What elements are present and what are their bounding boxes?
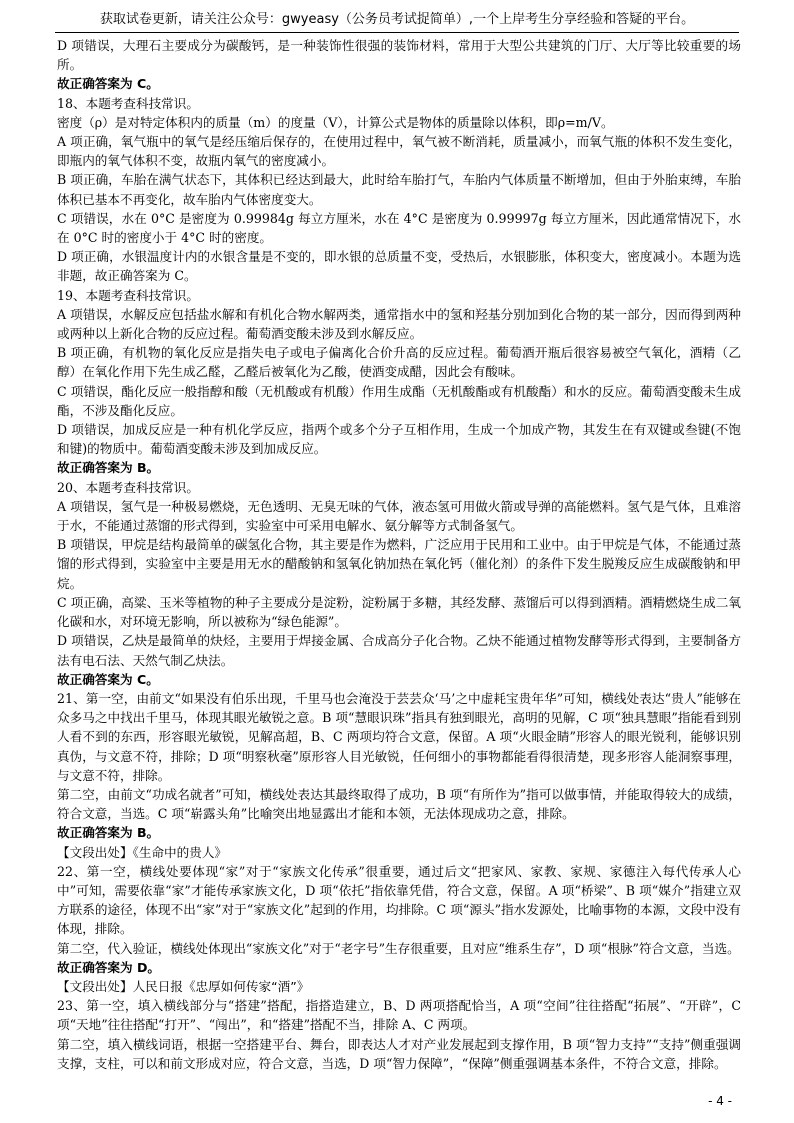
answer-line: 故正确答案为 D。 bbox=[57, 959, 160, 975]
answer-line: 故正确答案为 C。 bbox=[57, 671, 159, 687]
paragraph: 21、第一空，由前文“如果没有伯乐出现，千里马也会淹没于芸芸众‘马’之中虚耗宝贵年华”可知，横线处表达“贵人”能够在众多马之中找出千里马，体现其眼光敏锐之意。B 项“慧眼识珠”指具有独到眼光，高明的见解，C 项“独具慧眼”指能看到别人看不到的东西，形容眼光敏锐，见解高超，B、C 两项均符合文意，保留。A 项“火眼金睛”形容人的眼光锐利，能够识别真伪，与文意不符，排除；D 项“明察秋毫”原形容人目光敏锐，任何细小的事物都能看得很清楚，现多形容人能洞察事理，与文意不符，排除。 bbox=[57, 690, 741, 783]
answer-line: 故正确答案为 B。 bbox=[57, 460, 160, 476]
paragraph: B 项正确，有机物的氧化反应是指失电子或电子偏离化合价升高的反应过程。葡萄酒开瓶后很容易被空气氧化，酒精（乙醇）在氧化作用下先生成乙醛，乙醛后被氧化为乙酸，使酒变成醋，因此会有酸味。 bbox=[57, 345, 741, 380]
paragraph: B 项错误，甲烷是结构最简单的碳氢化合物，其主要是作为燃料，广泛应用于民用和工业中。由于甲烷是气体，不能通过蒸馏的形式得到，实验室中主要是用无水的醋酸钠和氢氧化钠加热在氧化钙（催化剂）的条件下发生脱羧反应生成碳酸钠和甲烷。 bbox=[57, 537, 741, 591]
paragraph: 19、本题考查科技常识。 bbox=[57, 287, 199, 303]
paragraph: 第二空，由前文“功成名就者”可知，横线处表达其最终取得了成功，B 项“有所作为”指可以做事情，并能取得较大的成绩，符合文意，当选。C 项“崭露头角”比喻突出地显露出才能和本领，无法体现成功之意，排除。 bbox=[57, 786, 741, 822]
paragraph: 第二空，填入横线词语，根据一空搭建平台、舞台，即表达人才对产业发展起到支撑作用，B 项“智力支持”“支持”侧重强调支撑，支柱，可以和前文形成对应，符合文意，当选，D 项“智力保障”，“保障”侧重强调基本条件，不符合文意，排除。 bbox=[57, 1036, 741, 1071]
paragraph: D 项错误，大理石主要成分为碳酸钙，是一种装饰性很强的装饰材料，常用于大型公共建筑的门厅、大厅等比较重要的场所。 bbox=[57, 38, 741, 73]
paragraph: 23、第一空，填入横线部分与“搭建”搭配，指搭造建立，B、D 两项搭配恰当，A 项“空间”往往搭配“拓展”、“开辟”，C 项“天地”往往搭配“打开”、“闯出”，和“搭建”搭配不当，排除 A、C 两项。 bbox=[57, 998, 741, 1033]
source-line: 【文段出处】《生命中的贵人》 bbox=[57, 844, 228, 860]
paragraph: D 项正确，水银温度计内的水银含量是不变的，即水银的总质量不变，受热后，水银膨胀，体积变大，密度减小。本题为选非题，故正确答案为 C。 bbox=[57, 249, 741, 284]
paragraph: D 项错误，加成反应是一种有机化学反应，指两个或多个分子互相作用，生成一个加成产物，其发生在有双键或叁键(不饱和键)的物质中。葡萄酒变酸未涉及到加成反应。 bbox=[57, 422, 741, 457]
paragraph: C 项错误，酯化反应一般指醇和酸（无机酸或有机酸）作用生成酯（无机酸酯或有机酸酯）和水的反应。葡萄酒变酸未生成酯，不涉及酯化反应。 bbox=[57, 383, 741, 418]
document-body bbox=[57, 36, 741, 1073]
paragraph: 密度（ρ）是对特定体积内的质量（m）的度量（V），计算公式是物体的质量除以体积，即ρ=m/V。 bbox=[57, 114, 614, 130]
answer-line: 故正确答案为 B。 bbox=[57, 825, 160, 841]
paragraph: C 项错误，水在 0°C 是密度为 0.99984g 每立方厘米，水在 4°C 是密度为 0.99997g 每立方厘米，因此通常情况下，水在 0°C 时的密度小于 4°C 时的密度。 bbox=[57, 210, 741, 246]
header-rule bbox=[55, 32, 739, 33]
source-line: 【文段出处】人民日报《忠厚如何传家“酒”》 bbox=[57, 978, 310, 994]
paragraph: 20、本题考查科技常识。 bbox=[57, 479, 199, 495]
paragraph: D 项错误，乙炔是最简单的炔烃，主要用于焊接金属、合成高分子化合物。乙炔不能通过植物发酵等形式得到，主要制备方法有电石法、天然气制乙炔法。 bbox=[57, 633, 741, 668]
paragraph: 18、本题考查科技常识。 bbox=[57, 95, 199, 111]
paragraph: A 项错误，氢气是一种极易燃烧，无色透明、无臭无味的气体，液态氢可用做火箭或导弹的高能燃料。氢气是气体，且难溶于水，不能通过蒸馏的形式得到，实验室中可采用电解水、氨分解等方式制备氢气。 bbox=[57, 498, 741, 534]
answer-line: 故正确答案为 C。 bbox=[57, 76, 159, 92]
paragraph: C 项正确，高粱、玉米等植物的种子主要成分是淀粉，淀粉属于多糖，其经发酵、蒸馏后可以得到酒精。酒精燃烧生成二氧化碳和水，对环境无影响，所以被称为“绿色能源”。 bbox=[57, 594, 741, 630]
paragraph: A 项正确，氧气瓶中的氧气是经压缩后保存的，在使用过程中，氧气被不断消耗，质量减小，而氧气瓶的体积不发生变化，即瓶内的氧气体积不变，故瓶内氧气的密度减小。 bbox=[57, 134, 741, 169]
paragraph: 第二空，代入验证，横线处体现出“家族文化”对于“老字号”生存很重要，且对应“维系生存”，D 项“根脉”符合文意，当选。 bbox=[57, 940, 740, 956]
paragraph: A 项错误，水解反应包括盐水解和有机化合物水解两类，通常指水中的氢和羟基分别加到化合物的某一部分，因而得到两种或两种以上新化合物的反应过程。葡萄酒变酸未涉及到水解反应。 bbox=[57, 306, 741, 342]
paragraph: B 项正确，车胎在满气状态下，其体积已经达到最大，此时给车胎打气，车胎内气体质量不断增加，但由于外胎束缚，车胎体积已基本不再变化，故车胎内气体密度变大。 bbox=[57, 172, 741, 207]
paragraph: 22、第一空，横线处要体现“家”对于“家族文化传承”很重要，通过后文“把家风、家教、家规、家德注入每代传承人心中”可知，需要依靠“家”才能传承家族文化，D 项“依托”指依靠凭借，符合文意，保留。A 项“桥梁”、B 项“媒介”指建立双方联系的途径，体现不出“家”对于“家族文化”起到的作用，均排除。C 项“源头”指水发源处，比喻事物的本源，文段中没有体现，排除。 bbox=[57, 863, 741, 937]
page-header: 获取试卷更新，请关注公众号：gwyeasy（公务员考试捉简单）,一个上岸考生分享经验和答疑的平台。 bbox=[99, 12, 695, 27]
page-number: - 4 - bbox=[708, 1094, 732, 1108]
